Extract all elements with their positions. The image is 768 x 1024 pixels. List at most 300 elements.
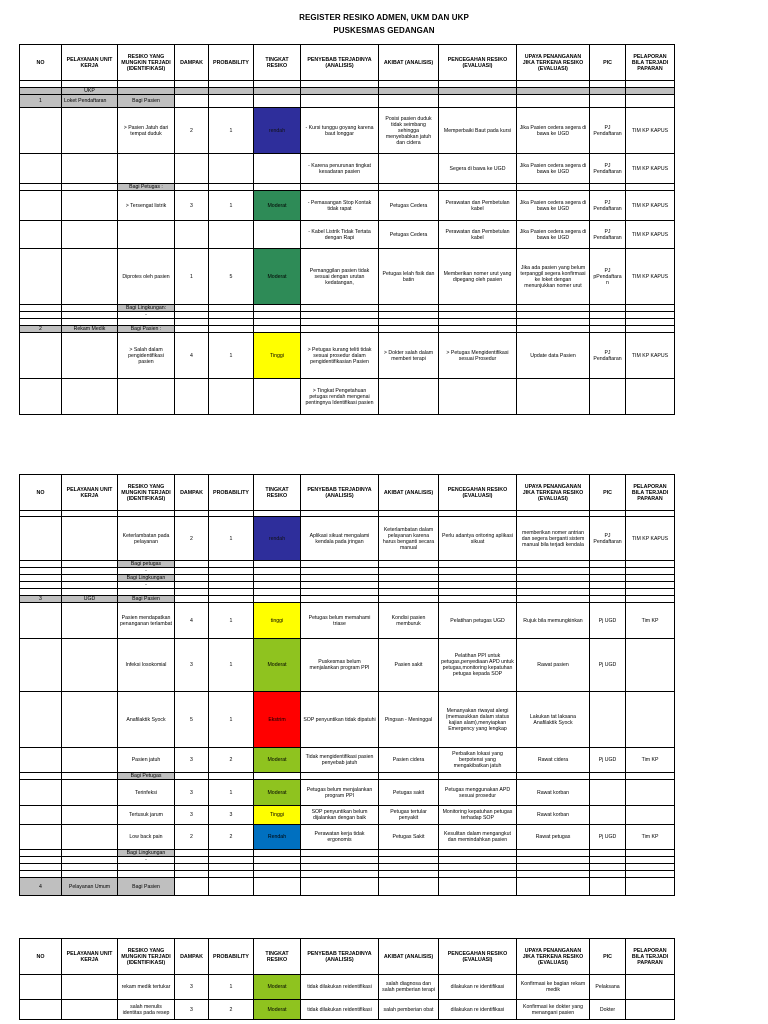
table-cell: TIM KP KAPUS	[626, 108, 675, 154]
table-cell	[517, 379, 590, 415]
table-cell: PJ Pendaftaran	[590, 333, 626, 379]
table-cell	[20, 975, 62, 1000]
table-cell: Rawat cidera	[517, 748, 590, 773]
table-cell	[118, 81, 175, 88]
table-cell	[62, 568, 118, 575]
table-cell	[517, 850, 590, 857]
table-cell	[20, 154, 62, 184]
header-cell: PENCEGAHAN RESIKO (EVALUASI)	[439, 475, 517, 511]
table-cell: Tidak mengidentifikasi pasien penyebab jatuh	[301, 748, 379, 773]
table-cell	[439, 871, 517, 878]
header-cell: PENYEBAB TERJADINYA (ANALISIS)	[301, 939, 379, 975]
table-row	[20, 561, 675, 568]
table-cell	[118, 319, 175, 326]
table-cell	[62, 857, 118, 864]
table-cell	[301, 568, 379, 575]
table-cell	[20, 568, 62, 575]
table-cell	[62, 639, 118, 692]
table-cell: Segera di bawa ke UGD	[439, 154, 517, 184]
header-cell: RESIKO YANG MUNGKIN TERJADI (IDENTIFIKASI)	[118, 475, 175, 511]
table-cell: 3	[175, 975, 209, 1000]
table-cell	[590, 319, 626, 326]
table-cell: Jika Pasien cedera segera di bawa ke UGD	[517, 221, 590, 249]
table-cell	[62, 154, 118, 184]
table-cell: 5	[175, 692, 209, 748]
table-cell	[20, 249, 62, 305]
table-cell	[175, 596, 209, 603]
table-row	[20, 1000, 675, 1020]
table-cell: PJ Pendaftaran	[590, 221, 626, 249]
table-cell: dilakukan re identifikasi	[439, 1000, 517, 1020]
table-cell	[20, 221, 62, 249]
table-cell: 1	[209, 639, 254, 692]
table-cell	[626, 1000, 675, 1020]
table-cell	[590, 806, 626, 825]
table-cell: TIM KP KAPUS	[626, 249, 675, 305]
table-row	[20, 773, 675, 780]
table-cell: Petugas belum menjalankan program PPI	[301, 780, 379, 806]
table-row	[20, 312, 675, 319]
table-cell	[439, 184, 517, 191]
table-cell	[175, 568, 209, 575]
table-cell: 1	[20, 95, 62, 108]
table-cell	[439, 596, 517, 603]
table-cell	[62, 561, 118, 568]
risk-level-badge: Tinggi	[254, 806, 301, 825]
table-cell: Anafilaktik Syock	[118, 692, 175, 748]
table-cell: Pj UGD	[590, 825, 626, 850]
table-cell: 2	[20, 326, 62, 333]
table-cell: Posisi pasien duduk tidak seimbang sehingga menyebabkan jatuh dan cidera	[379, 108, 439, 154]
table-cell: 2	[175, 108, 209, 154]
table-cell: Bagi Lingkungan:	[118, 305, 175, 312]
table-cell: 3	[175, 191, 209, 221]
table-cell	[62, 221, 118, 249]
table-cell	[175, 561, 209, 568]
table-cell	[20, 857, 62, 864]
table-cell	[379, 88, 439, 95]
table-cell	[517, 568, 590, 575]
table-cell: Infeksi losokomial	[118, 639, 175, 692]
table-cell: 2	[175, 517, 209, 561]
table-cell	[62, 312, 118, 319]
table-cell: > Pasien Jatuh dari tempat duduk	[118, 108, 175, 154]
table-cell	[439, 582, 517, 589]
table-cell: 3	[175, 639, 209, 692]
header-cell: TINGKAT RESIKO	[254, 45, 301, 81]
table-cell	[439, 857, 517, 864]
table-cell	[590, 850, 626, 857]
table-cell	[209, 221, 254, 249]
table-cell	[209, 326, 254, 333]
table-cell	[590, 878, 626, 896]
table-cell: Konfirmasi ke bagian rekam medik	[517, 975, 590, 1000]
header-cell: AKIBAT (ANALISIS)	[379, 475, 439, 511]
table-cell: Tim KP	[626, 748, 675, 773]
table-cell: Memperbaiki Baut pada kursi	[439, 108, 517, 154]
table-cell: 3	[175, 806, 209, 825]
table-row	[20, 95, 675, 108]
table-cell: Rawat korban	[517, 780, 590, 806]
header-cell: PROBABILITY	[209, 475, 254, 511]
table-cell	[626, 596, 675, 603]
table-cell	[301, 596, 379, 603]
table-cell: 1	[209, 975, 254, 1000]
table-row	[20, 81, 675, 88]
header-cell: UPAYA PENANGANAN JIKA TERKENA RESIKO (EVALUASI)	[517, 939, 590, 975]
table-cell: SOP penyuntikan belum dijalankan dengan baik	[301, 806, 379, 825]
table-cell	[517, 305, 590, 312]
table-cell	[209, 850, 254, 857]
table-cell: Bagi Pasien	[118, 596, 175, 603]
table-cell: 1	[209, 333, 254, 379]
table-cell: - Kursi tunggu goyang karena baut longgar	[301, 108, 379, 154]
table-cell	[590, 561, 626, 568]
table-cell	[209, 596, 254, 603]
table-cell	[626, 561, 675, 568]
table-cell	[626, 81, 675, 88]
table-cell: - Kabel Listrik Tidak Tertata dengan Rapi	[301, 221, 379, 249]
table-cell	[301, 857, 379, 864]
table-cell: 4	[175, 333, 209, 379]
table-cell	[118, 221, 175, 249]
table-cell	[626, 857, 675, 864]
risk-level-badge: rendah	[254, 517, 301, 561]
table-cell	[301, 561, 379, 568]
table-cell	[626, 975, 675, 1000]
table-cell	[175, 589, 209, 596]
table-cell: Petugas Sakit	[379, 825, 439, 850]
table-cell	[62, 864, 118, 871]
table-cell	[20, 517, 62, 561]
table-cell	[517, 184, 590, 191]
table-cell	[379, 326, 439, 333]
table-cell	[379, 857, 439, 864]
table-cell: Bagi Pasien	[118, 95, 175, 108]
table-cell	[20, 312, 62, 319]
table-cell	[20, 81, 62, 88]
table-cell	[20, 864, 62, 871]
table-cell: 1	[175, 249, 209, 305]
table-cell	[626, 850, 675, 857]
table-cell	[379, 184, 439, 191]
table-cell	[254, 850, 301, 857]
table-cell: -	[118, 857, 175, 864]
table-cell: Perbaikan lokasi yang berpotensi yang mengakibatkan jatuh	[439, 748, 517, 773]
risk-level-badge: rendah	[254, 108, 301, 154]
table-cell: tidak dilakukan reidentifikasi	[301, 975, 379, 1000]
table-cell	[301, 575, 379, 582]
table-cell	[209, 88, 254, 95]
header-cell: PIC	[590, 475, 626, 511]
risk-level-badge: Moderat	[254, 639, 301, 692]
table-cell	[118, 871, 175, 878]
table-cell	[175, 850, 209, 857]
table-cell	[439, 312, 517, 319]
table-cell	[254, 871, 301, 878]
table-cell	[209, 773, 254, 780]
table-cell: Monitoring kepatuhan petugas terhadap SOP	[439, 806, 517, 825]
table-cell	[20, 379, 62, 415]
table-cell	[254, 568, 301, 575]
table-cell: Update data Pasien	[517, 333, 590, 379]
table-cell	[439, 864, 517, 871]
table-cell	[517, 864, 590, 871]
table-cell	[626, 379, 675, 415]
table-cell: 4	[175, 603, 209, 639]
table-cell	[254, 184, 301, 191]
table-cell	[62, 603, 118, 639]
table-cell: Keterlambatan pada pelayanan	[118, 517, 175, 561]
table-cell	[254, 878, 301, 896]
header-cell: UPAYA PENANGANAN JIKA TERKENA RESIKO (EVALUASI)	[517, 475, 590, 511]
table-row	[20, 517, 675, 561]
table-row	[20, 108, 675, 154]
table-cell: dilakukan re identifikasi	[439, 975, 517, 1000]
table-cell	[254, 326, 301, 333]
table-cell	[379, 81, 439, 88]
table-cell	[301, 864, 379, 871]
table-cell	[20, 88, 62, 95]
table-cell	[439, 850, 517, 857]
table-cell	[626, 312, 675, 319]
risk-level-badge: Rendah	[254, 825, 301, 850]
table-cell	[517, 561, 590, 568]
table-cell: Petugas belum memahami triase	[301, 603, 379, 639]
table-cell	[626, 639, 675, 692]
header-cell: DAMPAK	[175, 45, 209, 81]
header-cell: UPAYA PENANGANAN JIKA TERKENA RESIKO (EVALUASI)	[517, 45, 590, 81]
table-cell	[62, 975, 118, 1000]
table-cell	[439, 81, 517, 88]
table-row	[20, 575, 675, 582]
table-cell	[209, 319, 254, 326]
table-cell	[175, 878, 209, 896]
table-cell	[517, 857, 590, 864]
header-cell: PELAYANAN UNIT KERJA	[62, 939, 118, 975]
table-cell	[254, 857, 301, 864]
header-cell: AKIBAT (ANALISIS)	[379, 45, 439, 81]
table-cell: Bagi petugas	[118, 561, 175, 568]
table-cell: Keterlambatan dalam pelayanan karena harus benganti secara manual	[379, 517, 439, 561]
table-cell	[254, 319, 301, 326]
table-cell	[379, 773, 439, 780]
table-cell: PJ Pendaftaran	[590, 191, 626, 221]
table-cell: 1	[209, 780, 254, 806]
risk-level-badge: Moderat	[254, 748, 301, 773]
table-cell	[118, 864, 175, 871]
table-cell	[517, 88, 590, 95]
table-cell: PJ Pendaftaran	[590, 517, 626, 561]
table-row	[20, 379, 675, 415]
header-cell: DAMPAK	[175, 475, 209, 511]
table-cell	[301, 326, 379, 333]
table-cell: Pasien jatuh	[118, 748, 175, 773]
table-cell	[439, 878, 517, 896]
table-cell	[301, 312, 379, 319]
header-cell: NO	[20, 45, 62, 81]
table-cell	[20, 639, 62, 692]
table-cell	[254, 864, 301, 871]
table-cell	[20, 850, 62, 857]
header-cell: PROBABILITY	[209, 45, 254, 81]
header-cell: PIC	[590, 939, 626, 975]
table-cell	[175, 319, 209, 326]
table-cell	[517, 81, 590, 88]
table-cell	[379, 871, 439, 878]
table-cell	[209, 568, 254, 575]
table-row	[20, 221, 675, 249]
table-cell	[254, 95, 301, 108]
table-cell	[20, 692, 62, 748]
table-cell	[175, 582, 209, 589]
table-cell: > Dokter salah dalam memberi terapi	[379, 333, 439, 379]
table-row	[20, 249, 675, 305]
table-cell: 1	[209, 517, 254, 561]
table-cell	[254, 305, 301, 312]
table-header-row	[20, 45, 675, 81]
table-cell: Pasien mendapatkan penanganan terlambat	[118, 603, 175, 639]
table-cell: Bagi Pasien :	[118, 326, 175, 333]
table-row	[20, 864, 675, 871]
table-row	[20, 589, 675, 596]
table-cell: PJ Pendaftaran	[590, 154, 626, 184]
table-cell: Perawatan dan Pembetulan kabel	[439, 221, 517, 249]
table-cell: Pemanggilan pasien tidak sesuai dengan urutan kedatangan,	[301, 249, 379, 305]
table-row	[20, 850, 675, 857]
document-subtitle: PUSKESMAS GEDANGAN	[333, 26, 435, 35]
table-cell	[626, 780, 675, 806]
table-cell	[254, 575, 301, 582]
table-cell	[379, 878, 439, 896]
header-cell: TINGKAT RESIKO	[254, 939, 301, 975]
table-cell	[175, 221, 209, 249]
table-cell	[20, 561, 62, 568]
table-cell	[590, 575, 626, 582]
table-cell	[175, 773, 209, 780]
table-cell	[175, 857, 209, 864]
table-row	[20, 692, 675, 748]
table-cell: Dokter	[590, 1000, 626, 1020]
table-cell: TIM KP KAPUS	[626, 221, 675, 249]
table-cell	[301, 305, 379, 312]
table-cell	[209, 878, 254, 896]
table-cell: -	[118, 312, 175, 319]
table-cell: Petugas Cedera	[379, 191, 439, 221]
table-cell	[175, 575, 209, 582]
risk-table-1	[19, 44, 675, 415]
table-cell	[62, 319, 118, 326]
table-cell	[254, 81, 301, 88]
table-cell	[379, 319, 439, 326]
table-cell	[439, 561, 517, 568]
table-cell	[517, 589, 590, 596]
table-cell	[175, 88, 209, 95]
table-cell	[20, 871, 62, 878]
table-cell: Pasien cidera	[379, 748, 439, 773]
table-cell	[517, 312, 590, 319]
table-cell	[439, 305, 517, 312]
table-cell	[626, 575, 675, 582]
table-cell: 3	[175, 780, 209, 806]
table-cell	[209, 864, 254, 871]
table-cell	[590, 589, 626, 596]
table-cell: > Petugas Mengidentifikasi sesuai Prosedur	[439, 333, 517, 379]
table-cell	[379, 379, 439, 415]
table-cell: > Petugas kurang teliti tidak sesuai prosedur dalam pengidentifikasian Pasien	[301, 333, 379, 379]
table-cell	[590, 184, 626, 191]
table-cell: Perawatan dan Pembetulan kabel	[439, 191, 517, 221]
table-cell	[301, 184, 379, 191]
table-cell	[626, 326, 675, 333]
table-cell: TIM KP KAPUS	[626, 333, 675, 379]
table-cell	[62, 589, 118, 596]
table-cell: Petugas sakit	[379, 780, 439, 806]
table-cell: TIM KP KAPUS	[626, 154, 675, 184]
table-cell	[254, 773, 301, 780]
table-cell: Lakukan tat laksana Anafilaktik Syock	[517, 692, 590, 748]
risk-level-badge: Tinggi	[254, 333, 301, 379]
table-cell	[209, 561, 254, 568]
table-cell	[379, 575, 439, 582]
table-cell: Pj UGD	[590, 639, 626, 692]
table-cell: Pelatihan petugas UGD	[439, 603, 517, 639]
table-cell: memberikan nomer antrian dan segera berganti sistem manual bila terjadi kendala	[517, 517, 590, 561]
table-cell	[20, 575, 62, 582]
table-row	[20, 603, 675, 639]
table-cell: Diprotes oleh pasien	[118, 249, 175, 305]
table-cell	[175, 184, 209, 191]
table-cell	[590, 857, 626, 864]
table-cell	[209, 871, 254, 878]
table-cell	[379, 154, 439, 184]
table-row	[20, 871, 675, 878]
section-row	[20, 88, 675, 95]
table-cell	[62, 81, 118, 88]
header-cell: DAMPAK	[175, 939, 209, 975]
table-cell: PJ Pendaftaran	[590, 108, 626, 154]
table-cell: 2	[175, 825, 209, 850]
table-cell	[626, 806, 675, 825]
table-cell	[254, 589, 301, 596]
table-cell	[626, 95, 675, 108]
table-cell: tidak dilakukan reidentifikasi	[301, 1000, 379, 1020]
table-cell	[626, 692, 675, 748]
table-cell: Bagi Pasien	[118, 878, 175, 896]
table-cell	[62, 871, 118, 878]
table-cell	[590, 312, 626, 319]
section-row	[20, 305, 675, 312]
table-cell	[20, 1000, 62, 1020]
table-row	[20, 333, 675, 379]
table-row	[20, 319, 675, 326]
table-cell	[20, 748, 62, 773]
table-cell: Bagi Petugas :	[118, 184, 175, 191]
table-cell	[62, 850, 118, 857]
risk-level-badge: tinggi	[254, 603, 301, 639]
table-cell	[209, 582, 254, 589]
table-cell	[517, 871, 590, 878]
table-cell: Tim KP	[626, 825, 675, 850]
table-cell: 3	[175, 748, 209, 773]
table-cell	[301, 95, 379, 108]
table-cell	[590, 773, 626, 780]
table-cell	[20, 582, 62, 589]
table-cell	[517, 95, 590, 108]
section-label: UKP	[62, 88, 118, 95]
table-cell	[301, 871, 379, 878]
table-cell	[62, 825, 118, 850]
